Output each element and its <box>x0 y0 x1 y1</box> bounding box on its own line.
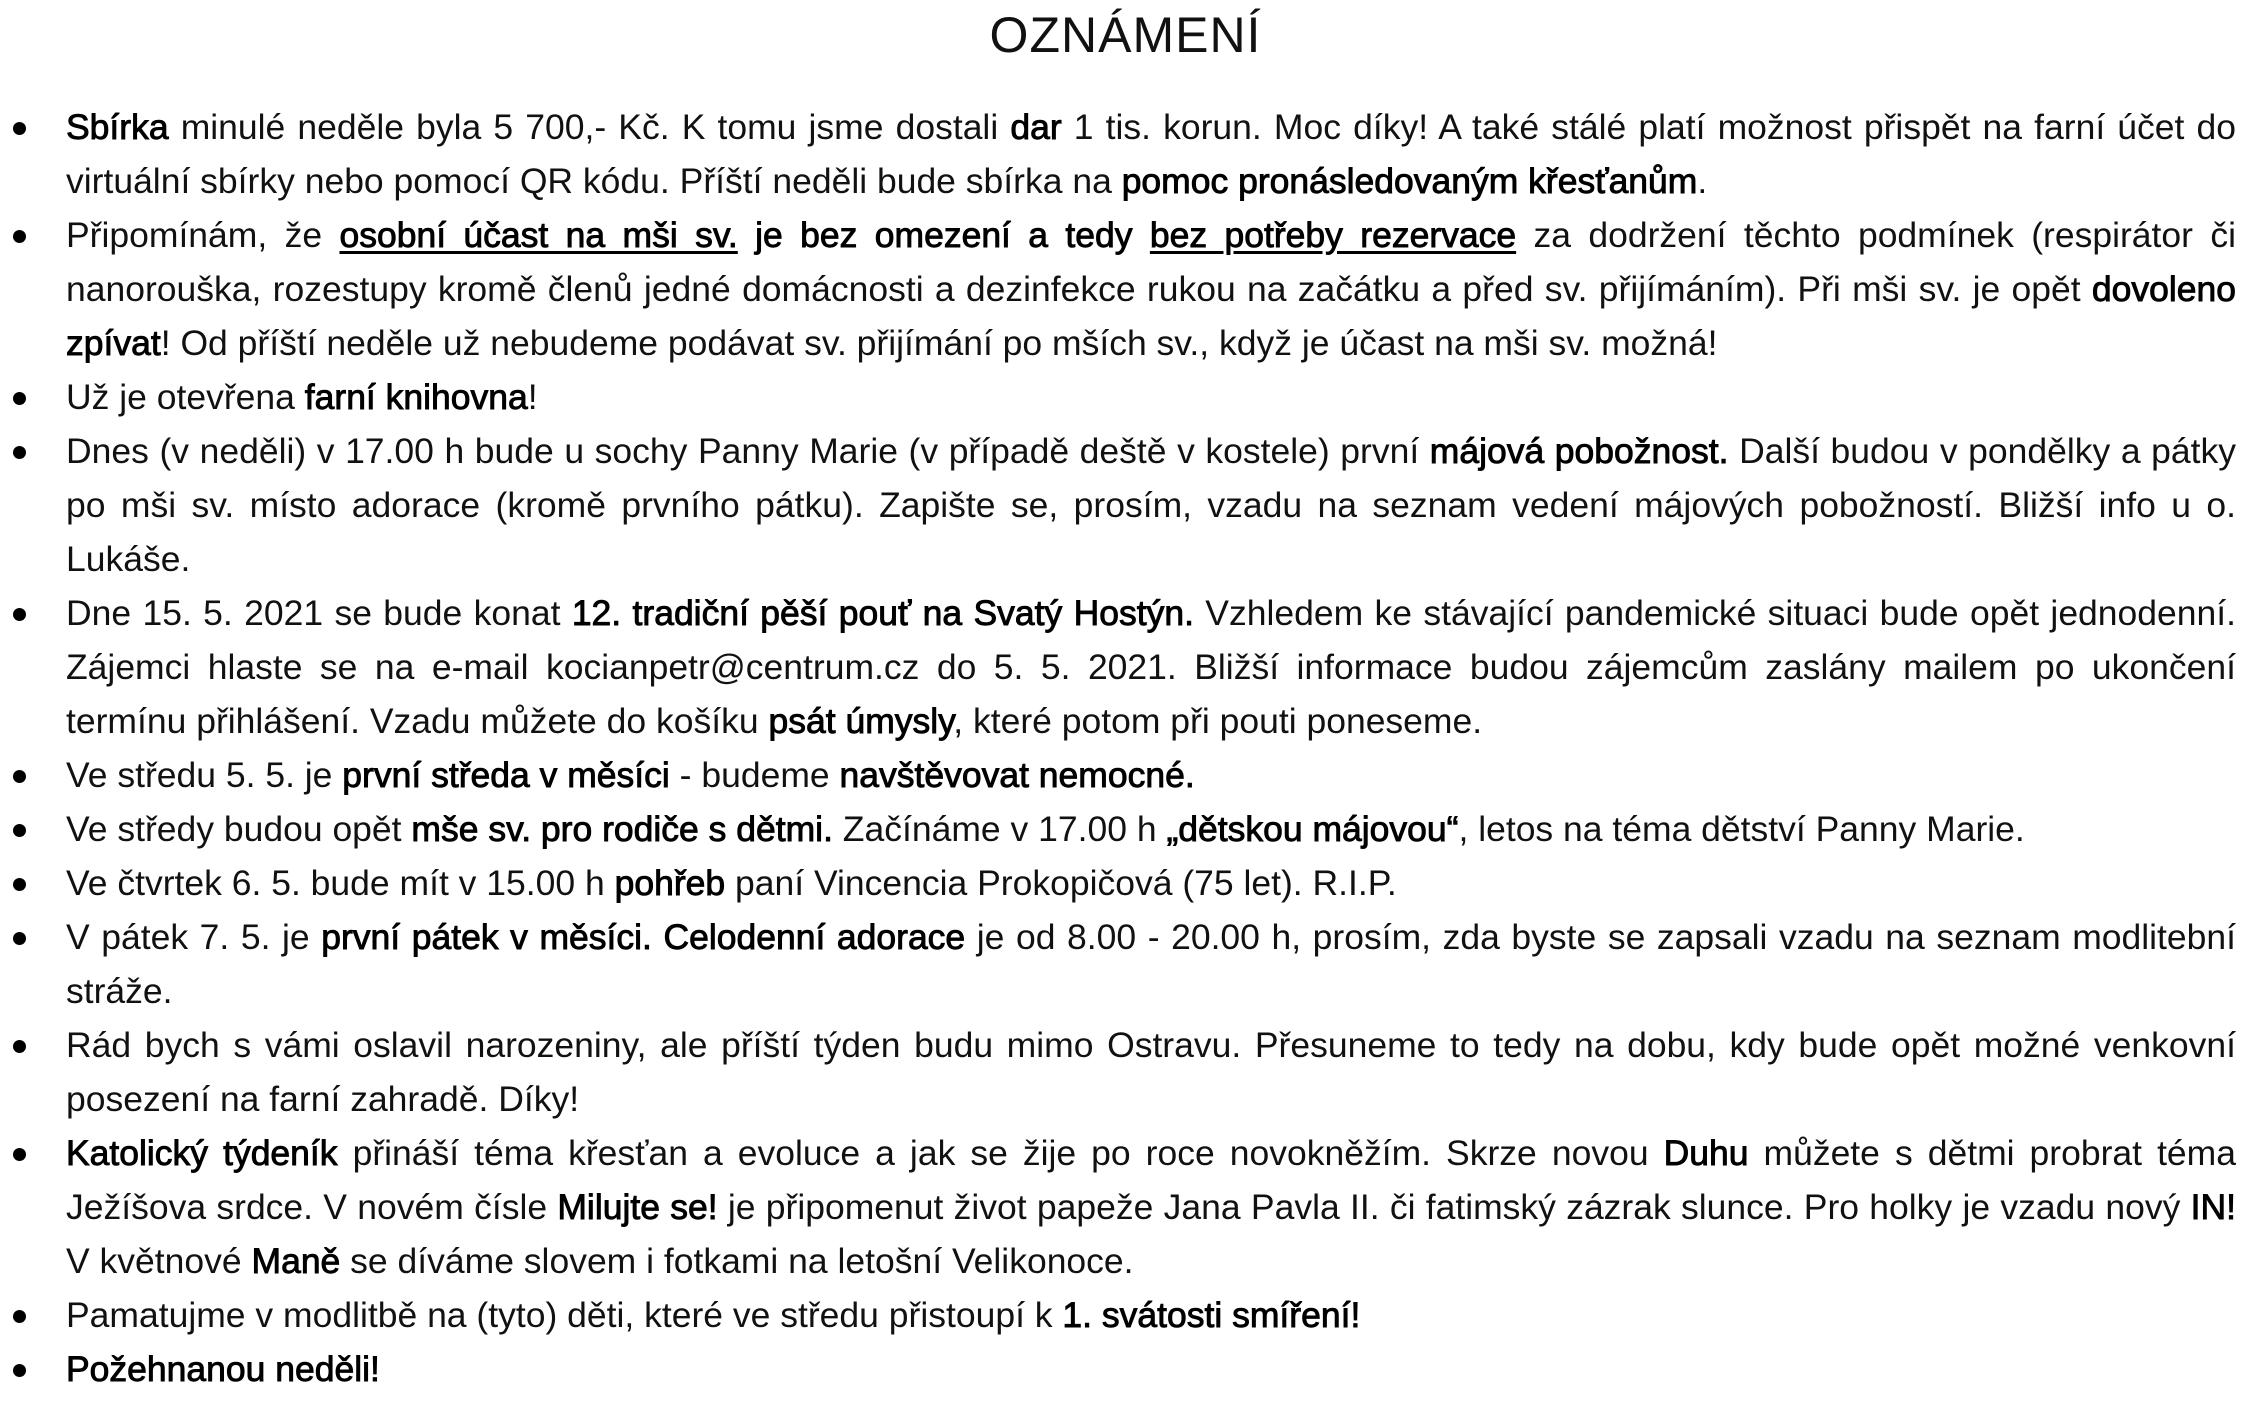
list-item-collection <box>0 100 2251 208</box>
item-text: Už je otevřena <box>66 377 305 417</box>
list-item-press <box>0 1126 2251 1288</box>
item-text-bold: mše sv. pro rodiče s dětmi. <box>411 809 833 849</box>
list-item-birthday <box>0 1018 2251 1126</box>
item-text: je připomenut život papeže Jana Pavla II. či fatimský zázrak slunce. Pro holky je vzadu nový <box>717 1187 2191 1227</box>
list-item-prayer <box>0 1288 2251 1342</box>
item-text-bold: Požehnanou neděli! <box>66 1349 380 1389</box>
item-text-bold: dar <box>1010 107 1062 147</box>
item-text: Dnes (v neděli) v 17.00 h bude u sochy Panny Marie (v případě deště v kostele) první <box>66 431 1430 471</box>
item-text: Dne 15. 5. 2021 se bude konat <box>66 593 572 633</box>
item-text: paní Vincencia Prokopičová (75 let). R.I.P. <box>725 863 1397 903</box>
item-text: Ve středy budou opět <box>66 809 412 849</box>
item-text-bold-underlined: bez potřeby rezervace <box>1149 215 1517 255</box>
list-item-may-devotion <box>0 424 2251 586</box>
list-item-mass-attendance <box>0 208 2251 370</box>
item-text-bold: farní knihovna <box>304 377 528 417</box>
item-text: , letos na téma dětství Panny Marie. <box>1458 809 2025 849</box>
item-text: Ve středu 5. 5. je <box>66 755 343 795</box>
item-text-bold: IN! <box>2190 1187 2236 1227</box>
item-text-bold: Milujte se! <box>557 1187 718 1227</box>
item-text: . <box>1697 161 1708 201</box>
list-item-funeral <box>0 856 2251 910</box>
item-text: ! <box>527 377 538 417</box>
item-text: , které potom při pouti poneseme. <box>953 701 1483 741</box>
item-text-bold: pomoc pronásledovaným křesťanům <box>1121 161 1698 201</box>
item-text-bold: pohřeb <box>614 863 726 903</box>
item-text: Ve čtvrtek 6. 5. bude mít v 15.00 h <box>66 863 615 903</box>
item-text-bold: první středa v měsíci <box>342 755 670 795</box>
item-text: je od 8.00 - 20.00 h, prosím, zda byste se zapsali vzadu na seznam modlitební stráže. <box>66 917 2236 1011</box>
item-text-bold: Katolický týdeník <box>66 1133 338 1173</box>
item-text: minulé neděle byla 5 700,- Kč. K tomu jsme dostali <box>168 107 1011 147</box>
item-text: Další budou v pondělky a pátky po mši sv. místo adorace (kromě prvního pátku). Zapište se, prosím, vzadu na seznam vedení májových pobožností. Bližší info u o. Lukáše. <box>66 431 2236 579</box>
item-text-bold: navštěvovat nemocné. <box>839 755 1195 795</box>
item-text: - budeme <box>669 755 840 795</box>
item-text: se díváme slovem i fotkami na letošní Velikonoce. <box>340 1241 1134 1281</box>
item-text-bold: je bez omezení a tedy <box>737 215 1150 255</box>
item-text: Začínáme v 17.00 h <box>832 809 1167 849</box>
list-item-first-wednesday <box>0 748 2251 802</box>
item-text: 1 tis. korun. Moc díky! A také stálé platí možnost přispět na farní účet do virtuální sbírky nebo pomocí QR kódu. Příští neděli bude sbírka na <box>66 107 2237 201</box>
item-text: ! Od příští neděle už nebudeme podávat sv. přijímání po mších sv., když je účast na mši sv. možná! <box>160 323 1718 363</box>
item-text: Vzhledem ke stávající pandemické situaci bude opět jednodenní. Zájemci hlaste se na e-mail kocianpetr@centrum.cz do 5. 5. 2021. Bližší informace budou zájemcům zaslány mailem po ukončení termínu přihlášení. Vzadu můžete do košíku <box>66 593 2236 741</box>
announcement-list <box>0 100 2251 1396</box>
page-title: OZNÁMENÍ <box>989 7 1262 63</box>
item-text: Rád bych s vámi oslavil narozeniny, ale příští týden budu mimo Ostravu. Přesuneme to tedy na dobu, kdy bude opět možné venkovní posezení na farní zahradě. Díky! <box>66 1025 2236 1119</box>
item-text-bold: Maně <box>251 1241 341 1281</box>
item-text-bold: Duhu <box>1663 1133 1749 1173</box>
item-text-bold: Sbírka <box>66 107 169 147</box>
item-text-bold-underlined: osobní účast na mši sv. <box>339 215 738 255</box>
item-text-bold: 12. tradiční pěší pouť na Svatý Hostýn. <box>571 593 1194 633</box>
item-text: V pátek 7. 5. je <box>66 917 322 957</box>
item-text-bold: psát úmysly <box>768 701 954 741</box>
item-text: Pamatujme v modlitbě na (tyto) děti, které ve středu přistoupí k <box>66 1295 1063 1335</box>
item-text-bold: „dětskou májovou“ <box>1166 809 1459 849</box>
item-text: přináší téma křesťan a evoluce a jak se žije po roce novokněžím. Skrze novou <box>337 1133 1664 1173</box>
item-text-bold: 1. svátosti smíření! <box>1062 1295 1361 1335</box>
item-text: můžete s dětmi probrat téma Ježíšova srdce. V novém čísle <box>66 1133 2236 1227</box>
list-item-family-mass <box>0 802 2251 856</box>
list-item-blessing <box>0 1342 2251 1396</box>
item-text: Připomínám, že <box>66 215 340 255</box>
item-text: za dodržení těchto podmínek (respirátor či nanorouška, rozestupy kromě členů jedné domácnosti a dezinfekce rukou na začátku a před sv. přijímáním). Při mši sv. je opět <box>66 215 2236 309</box>
list-item-first-friday <box>0 910 2251 1018</box>
item-text-bold: dovoleno zpívat <box>66 269 2236 363</box>
item-text-bold: májová pobožnost. <box>1429 431 1729 471</box>
item-text: V květnové <box>66 1241 252 1281</box>
list-item-library <box>0 370 2251 424</box>
list-item-pilgrimage <box>0 586 2251 748</box>
item-text-bold: první pátek v měsíci. Celodenní adorace <box>321 917 966 957</box>
